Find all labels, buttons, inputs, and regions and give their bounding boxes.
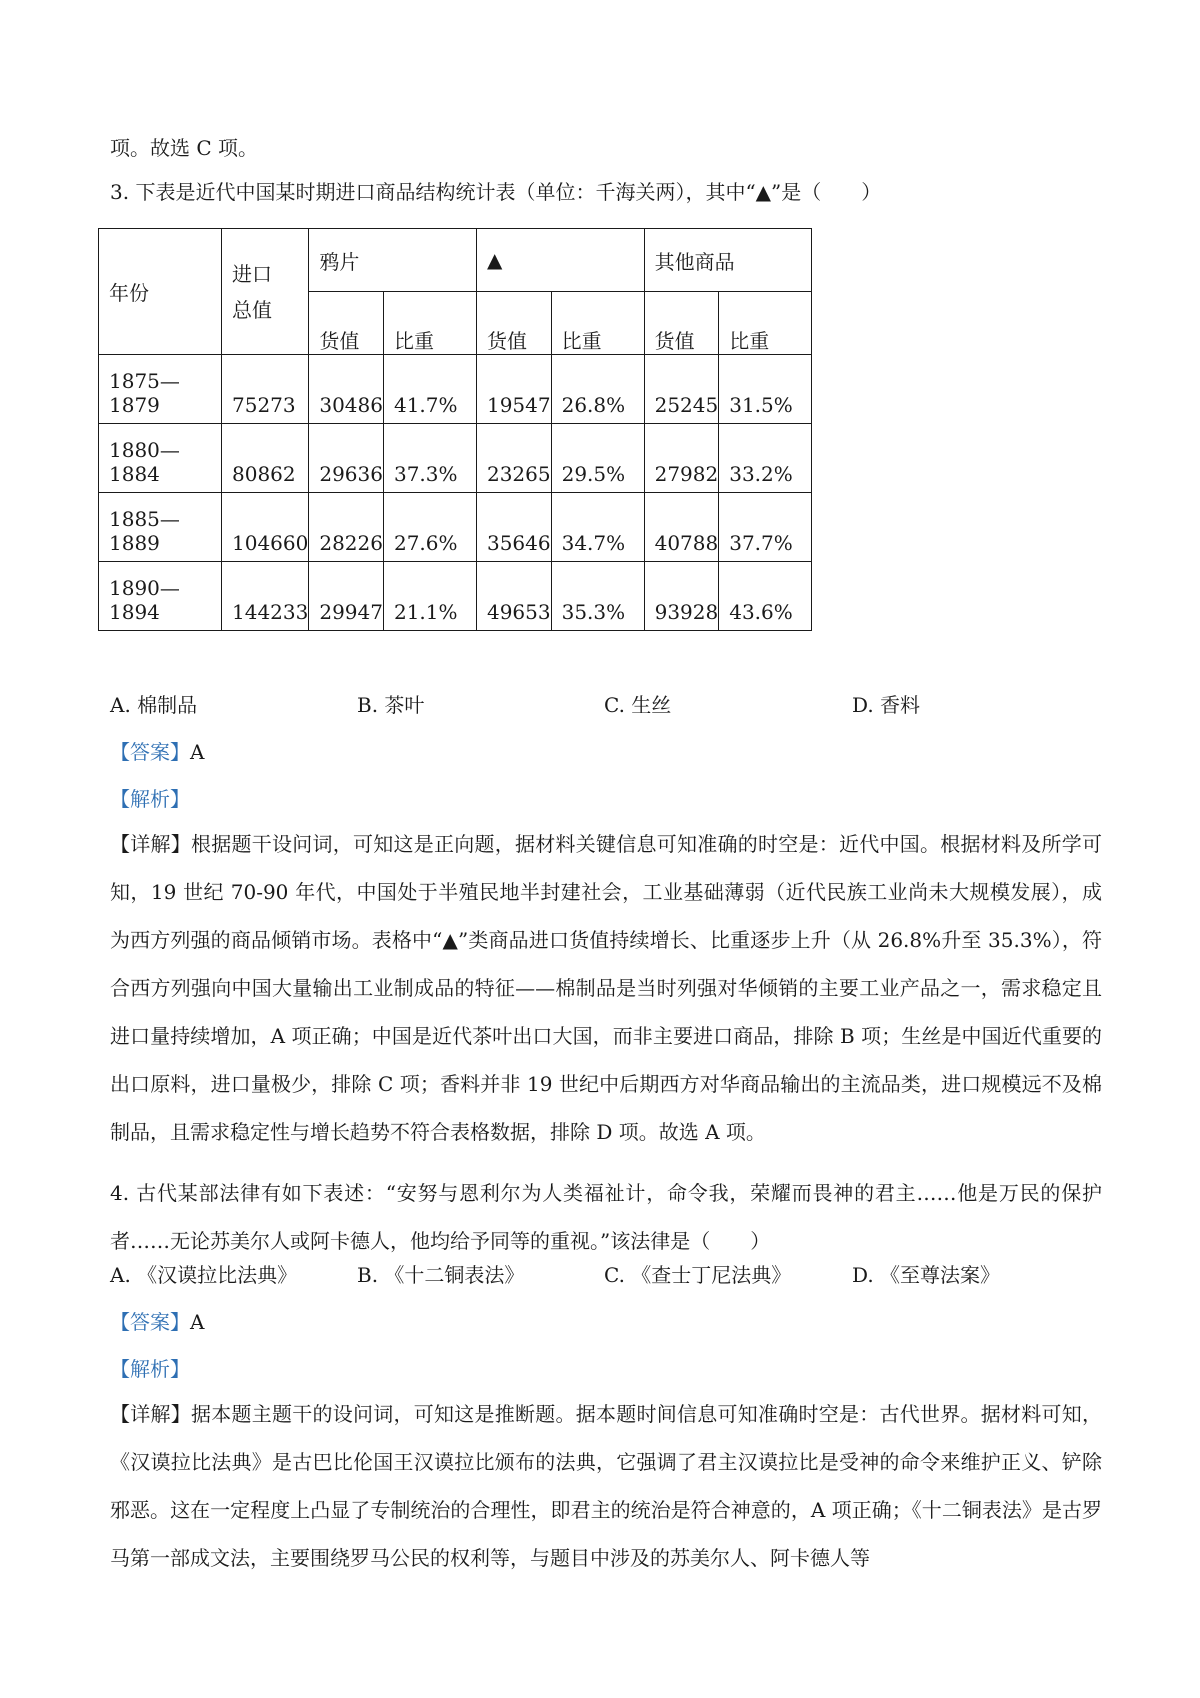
answer-tag: 【答案】 bbox=[110, 1310, 190, 1334]
cell-unknown-share: 34.7% bbox=[551, 493, 644, 562]
table-row bbox=[99, 355, 812, 424]
sub-header-share: 比重 bbox=[383, 292, 476, 355]
cell-opium-share: 41.7% bbox=[383, 355, 476, 424]
sub-header-share: 比重 bbox=[719, 292, 812, 355]
question-3-stem: 3. 下表是近代中国某时期进口商品结构统计表（单位：千海关两），其中“▲”是（ ） bbox=[110, 180, 882, 204]
previous-answer-tail: 项。故选 C 项。 bbox=[110, 136, 259, 160]
q3-detail bbox=[110, 820, 1102, 1156]
cell-other-share: 31.5% bbox=[719, 355, 812, 424]
total-header-line-2: 总值 bbox=[232, 297, 272, 322]
cell-opium-value: 29947 bbox=[309, 562, 384, 631]
analysis-tag: 【解析】 bbox=[110, 1357, 190, 1381]
cell-other-share: 37.7% bbox=[719, 493, 812, 562]
total-header-line-1: 进口 bbox=[232, 261, 272, 286]
cell-year: 1880—1884 bbox=[99, 424, 222, 493]
cell-opium-value: 28226 bbox=[309, 493, 384, 562]
table-row bbox=[99, 493, 812, 562]
cell-unknown-value: 23265 bbox=[476, 424, 551, 493]
cell-opium-value: 30486 bbox=[309, 355, 384, 424]
total-header bbox=[222, 229, 309, 355]
cell-other-value: 40788 bbox=[644, 493, 719, 562]
table-row bbox=[99, 562, 812, 631]
q4-option-b: B. 《十二铜表法》 bbox=[357, 1263, 525, 1287]
cell-unknown-value: 49653 bbox=[476, 562, 551, 631]
q3-option-b: B. 茶叶 bbox=[357, 693, 425, 717]
question-4-stem: 4. 古代某部法律有如下表述：“安努与恩利尔为人类福祉计，命令我，荣耀而畏神的君主……他是万民的保护者……无论苏美尔人或阿卡德人，他均给予同等的重视。”该法律是（ ） bbox=[110, 1181, 1102, 1253]
sub-header-share: 比重 bbox=[551, 292, 644, 355]
cell-year: 1885—1889 bbox=[99, 493, 222, 562]
q3-analysis bbox=[110, 784, 1100, 814]
q4-analysis bbox=[110, 1354, 1100, 1384]
q3-option-c: C. 生丝 bbox=[604, 693, 672, 717]
answer-tag: 【答案】 bbox=[110, 740, 190, 764]
q4-option-a: A. 《汉谟拉比法典》 bbox=[110, 1263, 298, 1287]
cell-other-value: 25245 bbox=[644, 355, 719, 424]
q3-option-d: D. 香料 bbox=[852, 693, 921, 717]
cell-year: 1890—1894 bbox=[99, 562, 222, 631]
cell-other-share: 33.2% bbox=[719, 424, 812, 493]
cell-other-value: 27982 bbox=[644, 424, 719, 493]
cell-total: 80862 bbox=[222, 424, 309, 493]
other-goods-header: 其他商品 bbox=[644, 229, 812, 292]
cell-total: 104660 bbox=[222, 493, 309, 562]
table-row bbox=[99, 424, 812, 493]
cell-total: 144233 bbox=[222, 562, 309, 631]
q4-option-c: C. 《查士丁尼法典》 bbox=[604, 1263, 792, 1287]
cell-opium-share: 37.3% bbox=[383, 424, 476, 493]
cell-unknown-share: 26.8% bbox=[551, 355, 644, 424]
cell-opium-share: 27.6% bbox=[383, 493, 476, 562]
cell-other-value: 93928 bbox=[644, 562, 719, 631]
detail-tag: 【详解】 bbox=[110, 832, 191, 856]
q4-option-d: D. 《至尊法案》 bbox=[852, 1263, 1001, 1287]
cell-unknown-share: 29.5% bbox=[551, 424, 644, 493]
cell-opium-value: 29636 bbox=[309, 424, 384, 493]
q4-detail bbox=[110, 1390, 1102, 1582]
answer-value: A bbox=[190, 740, 205, 764]
sub-header-value: 货值 bbox=[644, 292, 719, 355]
sub-header-value: 货值 bbox=[476, 292, 551, 355]
import-structure-table bbox=[98, 228, 812, 631]
year-header: 年份 bbox=[99, 229, 222, 355]
cell-opium-share: 21.1% bbox=[383, 562, 476, 631]
analysis-tag: 【解析】 bbox=[110, 787, 190, 811]
opium-header: 鸦片 bbox=[309, 229, 477, 292]
sub-header-value: 货值 bbox=[309, 292, 384, 355]
unknown-goods-header: ▲ bbox=[476, 229, 644, 292]
cell-total: 75273 bbox=[222, 355, 309, 424]
q3-answer bbox=[110, 737, 1100, 767]
cell-unknown-value: 35646 bbox=[476, 493, 551, 562]
q3-option-a: A. 棉制品 bbox=[110, 693, 198, 717]
detail-text: 根据题干设问词，可知这是正向题，据材料关键信息可知准确的时空是：近代中国。根据材料及所学可知，19 世纪 70-90 年代，中国处于半殖民地半封建社会，工业基础薄弱（近代民族工业尚未大规模发展），成为西方列强的商品倾销市场。表格中“▲”类商品进口货值持续增长、比重逐步上升（从 26.8%升至 35.3%），符合西方列强向中国大量输出工业制成品的特征——棉制品是当时列强对华倾销的主要工业产品之一，需求稳定且进口量持续增加，A 项正确；中国是近代茶叶出口大国，而非主要进口商品，排除 B 项；生丝是中国近代重要的出口原料，进口量极少，排除 C 项；香料并非 19 世纪中后期西方对华商品输出的主流品类，进口规模远不及棉制品，且需求稳定性与增长趋势不符合表格数据，排除 D 项。故选 A 项。 bbox=[110, 832, 1102, 1144]
cell-unknown-value: 19547 bbox=[476, 355, 551, 424]
answer-value: A bbox=[190, 1310, 205, 1334]
cell-year: 1875—1879 bbox=[99, 355, 222, 424]
q4-answer bbox=[110, 1307, 1100, 1337]
detail-tag: 【详解】 bbox=[110, 1402, 191, 1426]
cell-other-share: 43.6% bbox=[719, 562, 812, 631]
cell-unknown-share: 35.3% bbox=[551, 562, 644, 631]
detail-text: 据本题主题干的设问词，可知这是推断题。据本题时间信息可知准确时空是：古代世界。据材料可知，《汉谟拉比法典》是古巴比伦国王汉谟拉比颁布的法典，它强调了君主汉谟拉比是受神的命令来维护正义、铲除邪恶。这在一定程度上凸显了专制统治的合理性，即君主的统治是符合神意的，A 项正确；《十二铜表法》是古罗马第一部成文法，主要围绕罗马公民的权利等，与题目中涉及的苏美尔人、阿卡德人等 bbox=[110, 1402, 1102, 1570]
